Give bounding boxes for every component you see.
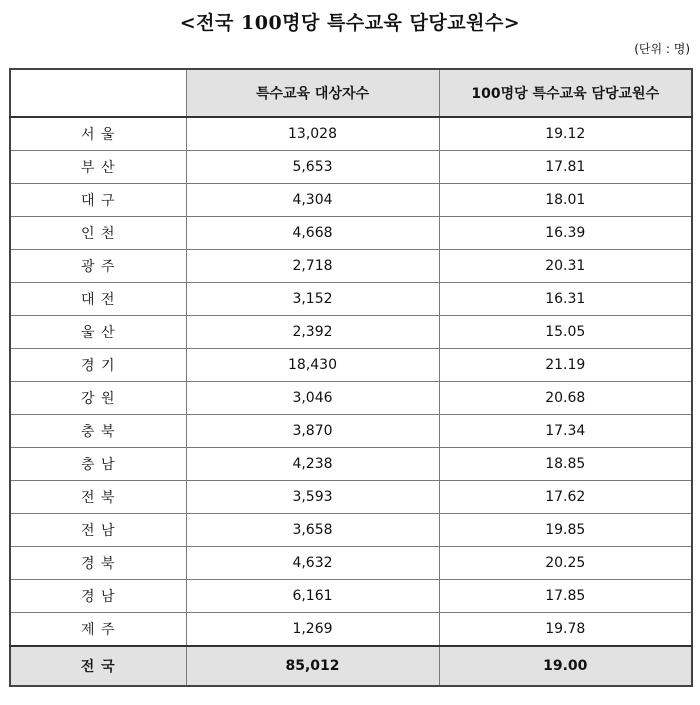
row-students-cell: 4,304: [186, 184, 439, 217]
row-teachers-cell: 19.85: [439, 514, 692, 547]
row-region-cell: 부 산: [10, 151, 186, 184]
statistics-table: [9, 68, 693, 687]
row-teachers-cell: 17.34: [439, 415, 692, 448]
row-teachers-cell: 17.62: [439, 481, 692, 514]
table-row: [10, 316, 692, 349]
row-region-cell: 광 주: [10, 250, 186, 283]
table-row: [10, 349, 692, 382]
row-teachers-cell: 16.39: [439, 217, 692, 250]
table-header: [10, 69, 692, 117]
row-teachers-cell: 19.78: [439, 613, 692, 647]
row-students-cell: 3,593: [186, 481, 439, 514]
table-row: [10, 448, 692, 481]
row-teachers-cell: 18.01: [439, 184, 692, 217]
row-students-cell: 13,028: [186, 117, 439, 151]
table-row: [10, 415, 692, 448]
total-region-cell: 전 국: [10, 646, 186, 686]
total-teachers-cell: 19.00: [439, 646, 692, 686]
table-row: [10, 613, 692, 647]
table-row: [10, 481, 692, 514]
row-students-cell: 4,238: [186, 448, 439, 481]
table-row: [10, 283, 692, 316]
row-region-cell: 경 북: [10, 547, 186, 580]
row-students-cell: 3,152: [186, 283, 439, 316]
row-teachers-cell: 21.19: [439, 349, 692, 382]
total-row: [10, 646, 692, 686]
row-students-cell: 3,658: [186, 514, 439, 547]
row-students-cell: 4,668: [186, 217, 439, 250]
row-students-cell: 3,870: [186, 415, 439, 448]
page-title: <전국 100명당 특수교육 담당교원수>: [179, 12, 521, 34]
header-students-cell: 특수교육 대상자수: [186, 69, 439, 117]
row-teachers-cell: 18.85: [439, 448, 692, 481]
table-row: [10, 514, 692, 547]
row-region-cell: 제 주: [10, 613, 186, 647]
row-region-cell: 경 남: [10, 580, 186, 613]
row-region-cell: 대 전: [10, 283, 186, 316]
table-row: [10, 117, 692, 151]
row-teachers-cell: 19.12: [439, 117, 692, 151]
table-row: [10, 151, 692, 184]
table-row: [10, 250, 692, 283]
row-students-cell: 2,392: [186, 316, 439, 349]
table-row: [10, 382, 692, 415]
row-teachers-cell: 15.05: [439, 316, 692, 349]
header-teachers-cell: 100명당 특수교육 담당교원수: [439, 69, 692, 117]
row-teachers-cell: 20.25: [439, 547, 692, 580]
row-teachers-cell: 17.85: [439, 580, 692, 613]
table-row: [10, 217, 692, 250]
unit-label: (단위 : 명): [634, 42, 690, 56]
row-region-cell: 경 기: [10, 349, 186, 382]
row-students-cell: 2,718: [186, 250, 439, 283]
row-teachers-cell: 20.68: [439, 382, 692, 415]
row-teachers-cell: 16.31: [439, 283, 692, 316]
row-region-cell: 충 북: [10, 415, 186, 448]
row-students-cell: 4,632: [186, 547, 439, 580]
table-row: [10, 184, 692, 217]
row-region-cell: 충 남: [10, 448, 186, 481]
row-region-cell: 서 울: [10, 117, 186, 151]
header-region-cell: [10, 69, 186, 117]
row-students-cell: 1,269: [186, 613, 439, 647]
row-teachers-cell: 17.81: [439, 151, 692, 184]
row-region-cell: 울 산: [10, 316, 186, 349]
total-students-cell: 85,012: [186, 646, 439, 686]
row-students-cell: 6,161: [186, 580, 439, 613]
row-students-cell: 3,046: [186, 382, 439, 415]
row-region-cell: 대 구: [10, 184, 186, 217]
table-body: [10, 117, 692, 686]
row-region-cell: 전 남: [10, 514, 186, 547]
table-row: [10, 580, 692, 613]
row-region-cell: 강 원: [10, 382, 186, 415]
row-teachers-cell: 20.31: [439, 250, 692, 283]
row-students-cell: 18,430: [186, 349, 439, 382]
table-row: [10, 547, 692, 580]
header-row: [10, 69, 692, 117]
row-region-cell: 전 북: [10, 481, 186, 514]
row-students-cell: 5,653: [186, 151, 439, 184]
row-region-cell: 인 천: [10, 217, 186, 250]
